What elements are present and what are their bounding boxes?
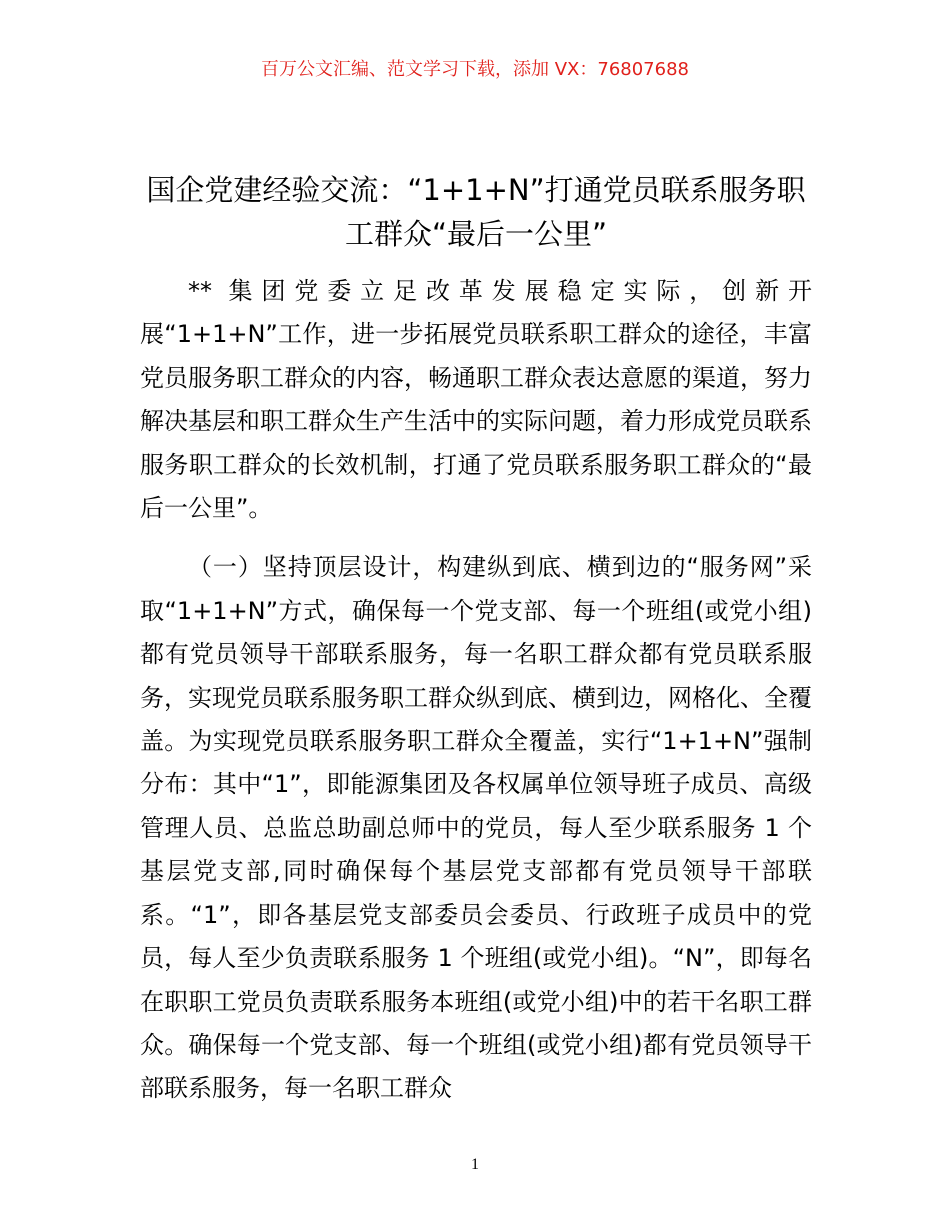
paragraph-intro: ** 集团党委立足改革发展稳定实际，创新开展“1+1+N”工作，进一步拓展党员联系职工群众的途径，丰富党员服务职工群众的内容，畅通职工群众表达意愿的渠道，努力解决基层和职工群众生产生活中的实际问题，着力形成党员联系服务职工群众的长效机制，打通了党员联系服务职工群众的“最后一公里”。 xyxy=(140,277,812,523)
promo-banner: 百万公文汇编、范文学习下载，添加 VX：76807688 xyxy=(261,59,689,80)
document-title: 国企党建经验交流：“1+1+N”打通党员联系服务职工群众“最后一公里” xyxy=(146,173,806,251)
page-number: 1 xyxy=(471,1156,479,1173)
paragraph-section-one: （一）坚持顶层设计，构建纵到底、横到边的“服务网”采取“1+1+N”方式，确保每一个党支部、每一个班组(或党小组)都有党员领导干部联系服务，每一名职工群众都有党员联系服务，实现党员联系服务职工群众纵到底、横到边，网格化、全覆盖。为实现党员联系服务职工群众全覆盖，实行“1+1+N”强制分布：其中“1”，即能源集团及各权属单位领导班子成员、高级管理人员、总监总助副总师中的党员，每人至少联系服务 1 个基层党支部,同时确保每个基层党支部都有党员领导干部联系。“1”，即各基层党支部委员会委员、行政班子成员中的党员，每人至少负责联系服务 1 个班组(或党小组)。“N”，即每名在职职工党员负责联系服务本班组(或党小组)中的若干名职工群众。确保每一个党支部、每一个班组(或党小组)都有党员领导干部联系服务，每一名职工群众 xyxy=(140,553,812,1103)
document-body xyxy=(140,270,812,1111)
